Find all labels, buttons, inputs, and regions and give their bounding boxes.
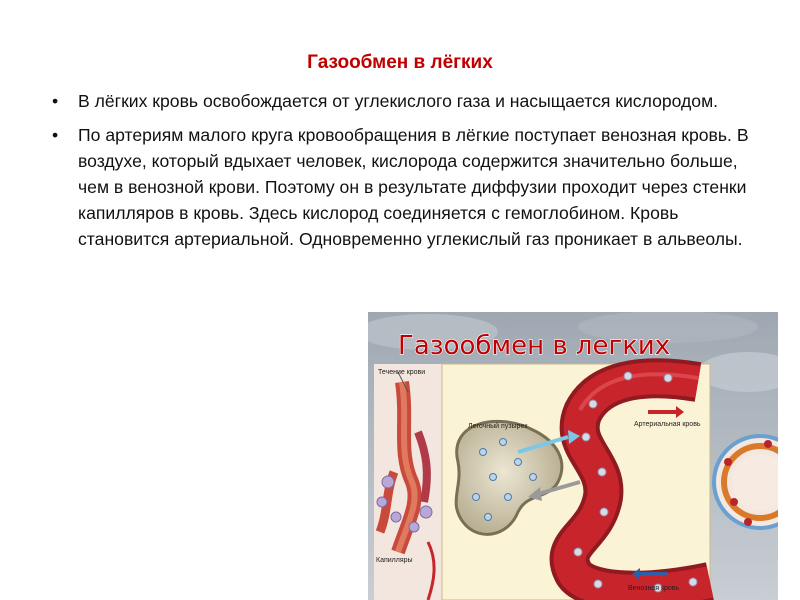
- alveolus-label: Легочный пузырек: [468, 423, 528, 430]
- blood-flow-label: Течение крови: [378, 369, 426, 376]
- arterial-blood-label: Артериальная кровь: [634, 421, 701, 428]
- slide-title: Газообмен в лёгких: [307, 52, 493, 73]
- venous-blood-label: Венозная кровь: [628, 585, 680, 592]
- capillaries-label: Капилляры: [376, 557, 413, 564]
- bronchiole-panel: [374, 364, 444, 600]
- bullet-item: • По артериям малого круга кровообращения в лёгкие поступает венозная кровь. В воздухе, который вдыхает человек, кислорода содержится значительно больше, чем в венозной крови. Поэтому он в результате диффузии проходит через стенки капилляров в кровь. Здесь кислород соединяется с гемоглобином. Кровь становится артериальной. Одновременно углекислый газ проникает в альвеолы.: [50, 122, 750, 252]
- gas-exchange-illustration: [368, 312, 778, 600]
- bullet-item: • В лёгких кровь освобождается от углекислого газа и насыщается кислородом.: [50, 88, 750, 114]
- bullet-list: [50, 88, 750, 260]
- figure-title: Газообмен в легких: [398, 331, 671, 361]
- illustration-svg: [368, 312, 778, 600]
